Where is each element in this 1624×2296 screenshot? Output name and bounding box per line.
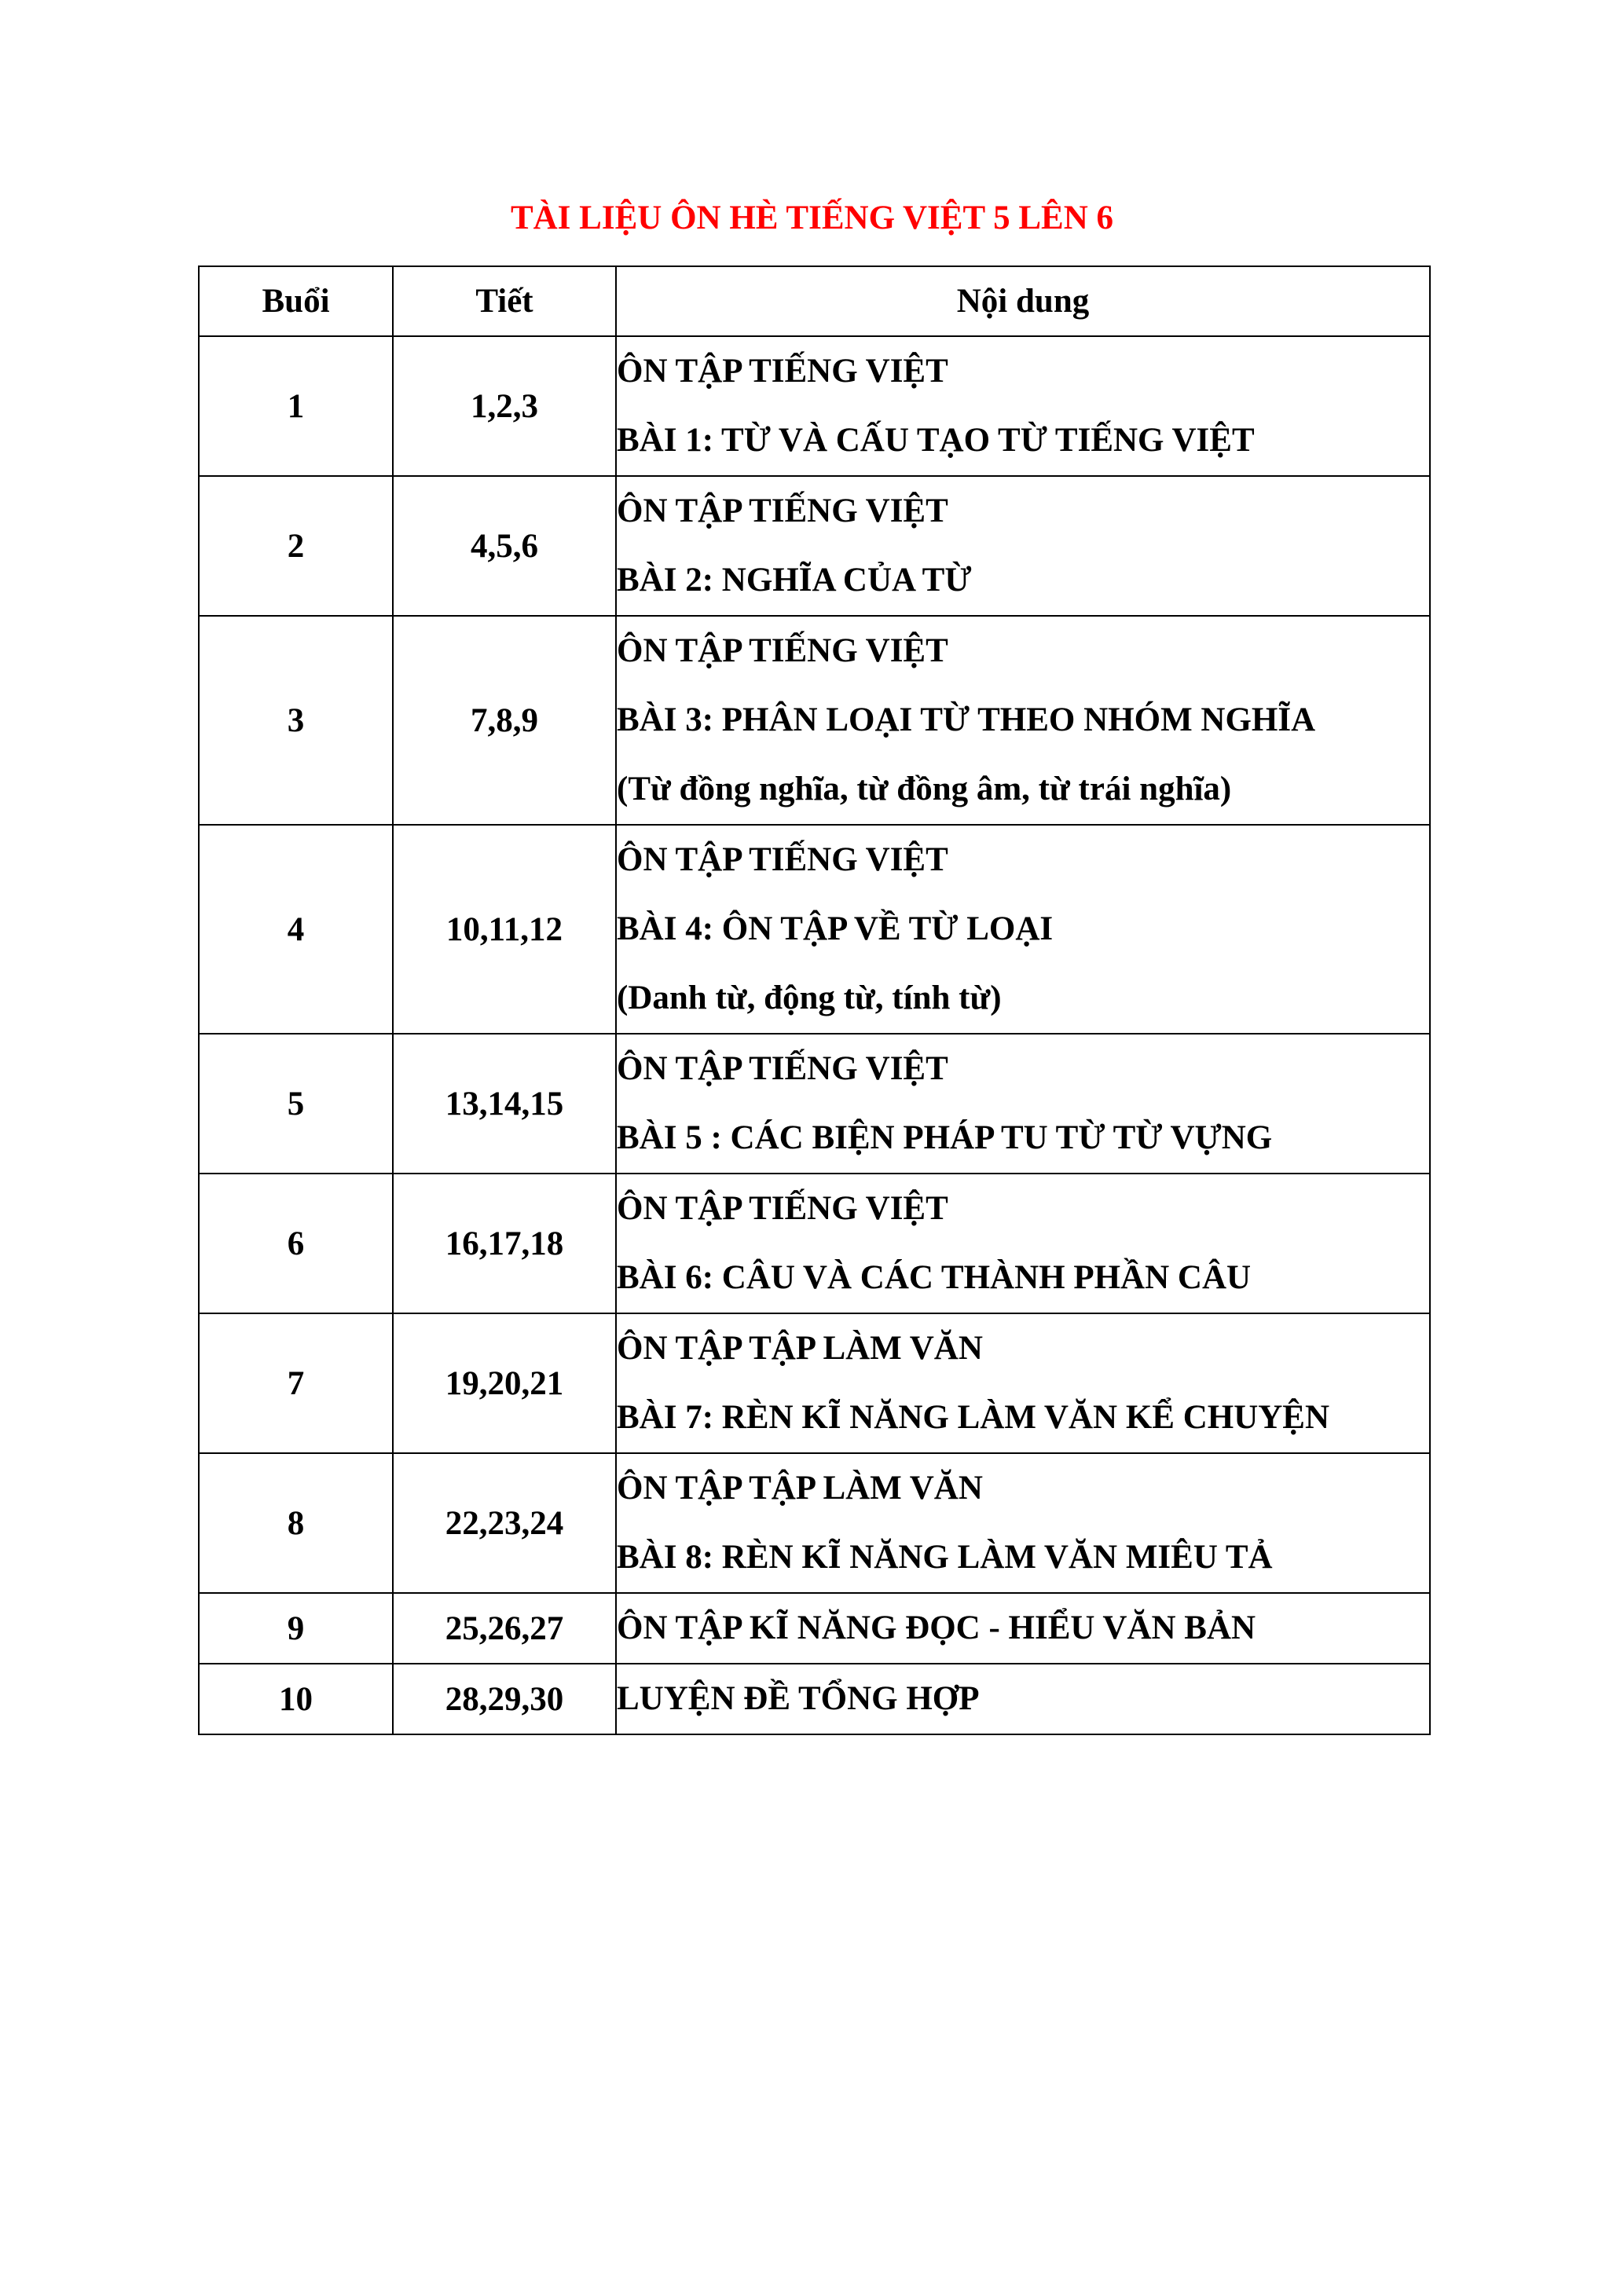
table-row bbox=[199, 616, 1430, 825]
cell-tiet: 22,23,24 bbox=[393, 1453, 616, 1593]
cell-noi-dung bbox=[616, 825, 1430, 1034]
content-line: ÔN TẬP TẬP LÀM VĂN bbox=[617, 1330, 983, 1367]
content-line: BÀI 6: CÂU VÀ CÁC THÀNH PHẦN CÂU bbox=[617, 1259, 1252, 1296]
content-line: ÔN TẬP KĨ NĂNG ĐỌC - HIỂU VĂN BẢN bbox=[617, 1609, 1256, 1646]
cell-buoi: 2 bbox=[199, 476, 393, 616]
content-line: BÀI 4: ÔN TẬP VỀ TỪ LOẠI bbox=[617, 910, 1054, 947]
cell-noi-dung bbox=[616, 1034, 1430, 1174]
cell-buoi: 1 bbox=[199, 336, 393, 476]
cell-tiet: 10,11,12 bbox=[393, 825, 616, 1034]
cell-noi-dung bbox=[616, 616, 1430, 825]
cell-buoi: 9 bbox=[199, 1593, 393, 1664]
content-line: BÀI 5 : CÁC BIỆN PHÁP TU TỪ TỪ VỰNG bbox=[617, 1119, 1273, 1156]
cell-buoi: 8 bbox=[199, 1453, 393, 1593]
cell-noi-dung bbox=[616, 1593, 1430, 1664]
content-line: BÀI 7: RÈN KĨ NĂNG LÀM VĂN KỂ CHUYỆN bbox=[617, 1399, 1330, 1436]
content-line: ÔN TẬP TIẾNG VIỆT bbox=[617, 841, 948, 878]
table-row bbox=[199, 1034, 1430, 1174]
header-noi-dung: Nội dung bbox=[616, 266, 1430, 336]
table-row bbox=[199, 476, 1430, 616]
cell-noi-dung bbox=[616, 476, 1430, 616]
cell-tiet: 4,5,6 bbox=[393, 476, 616, 616]
document-title: TÀI LIỆU ÔN HÈ TIẾNG VIỆT 5 LÊN 6 bbox=[510, 200, 1114, 236]
cell-buoi: 10 bbox=[199, 1664, 393, 1734]
content-line: ÔN TẬP TIẾNG VIỆT bbox=[617, 1050, 948, 1087]
cell-tiet: 19,20,21 bbox=[393, 1313, 616, 1453]
schedule-body bbox=[199, 336, 1430, 1734]
cell-noi-dung bbox=[616, 1453, 1430, 1593]
cell-buoi: 7 bbox=[199, 1313, 393, 1453]
header-tiet: Tiết bbox=[393, 266, 616, 336]
cell-buoi: 6 bbox=[199, 1174, 393, 1313]
content-line: ÔN TẬP TIẾNG VIỆT bbox=[617, 632, 948, 669]
content-line: (Danh từ, động từ, tính từ) bbox=[617, 980, 1002, 1016]
table-row bbox=[199, 1593, 1430, 1664]
cell-noi-dung bbox=[616, 336, 1430, 476]
cell-tiet: 1,2,3 bbox=[393, 336, 616, 476]
content-line: ÔN TẬP TẬP LÀM VĂN bbox=[617, 1470, 983, 1507]
content-line: BÀI 2: NGHĨA CỦA TỪ bbox=[617, 562, 972, 599]
cell-buoi: 3 bbox=[199, 616, 393, 825]
cell-tiet: 13,14,15 bbox=[393, 1034, 616, 1174]
cell-noi-dung bbox=[616, 1313, 1430, 1453]
content-line: ÔN TẬP TIẾNG VIỆT bbox=[617, 353, 948, 390]
cell-tiet: 16,17,18 bbox=[393, 1174, 616, 1313]
table-row bbox=[199, 1664, 1430, 1734]
schedule-table bbox=[198, 265, 1431, 1735]
cell-tiet: 25,26,27 bbox=[393, 1593, 616, 1664]
table-row bbox=[199, 1313, 1430, 1453]
content-line: BÀI 1: TỪ VÀ CẤU TẠO TỪ TIẾNG VIỆT bbox=[617, 422, 1255, 459]
table-header-row bbox=[199, 266, 1430, 336]
cell-buoi: 5 bbox=[199, 1034, 393, 1174]
content-line: (Từ đồng nghĩa, từ đồng âm, từ trái nghĩa) bbox=[617, 771, 1232, 807]
content-line: BÀI 8: RÈN KĨ NĂNG LÀM VĂN MIÊU TẢ bbox=[617, 1539, 1273, 1576]
header-buoi: Buổi bbox=[199, 266, 393, 336]
cell-buoi: 4 bbox=[199, 825, 393, 1034]
table-row bbox=[199, 1453, 1430, 1593]
content-line: ÔN TẬP TIẾNG VIỆT bbox=[617, 493, 948, 529]
cell-tiet: 7,8,9 bbox=[393, 616, 616, 825]
table-row bbox=[199, 825, 1430, 1034]
table-row bbox=[199, 1174, 1430, 1313]
content-line: LUYỆN ĐỀ TỔNG HỢP bbox=[617, 1680, 980, 1717]
cell-noi-dung bbox=[616, 1664, 1430, 1734]
cell-noi-dung bbox=[616, 1174, 1430, 1313]
content-line: BÀI 3: PHÂN LOẠI TỪ THEO NHÓM NGHĨA bbox=[617, 701, 1316, 738]
content-line: ÔN TẬP TIẾNG VIỆT bbox=[617, 1190, 948, 1227]
table-row bbox=[199, 336, 1430, 476]
cell-tiet: 28,29,30 bbox=[393, 1664, 616, 1734]
